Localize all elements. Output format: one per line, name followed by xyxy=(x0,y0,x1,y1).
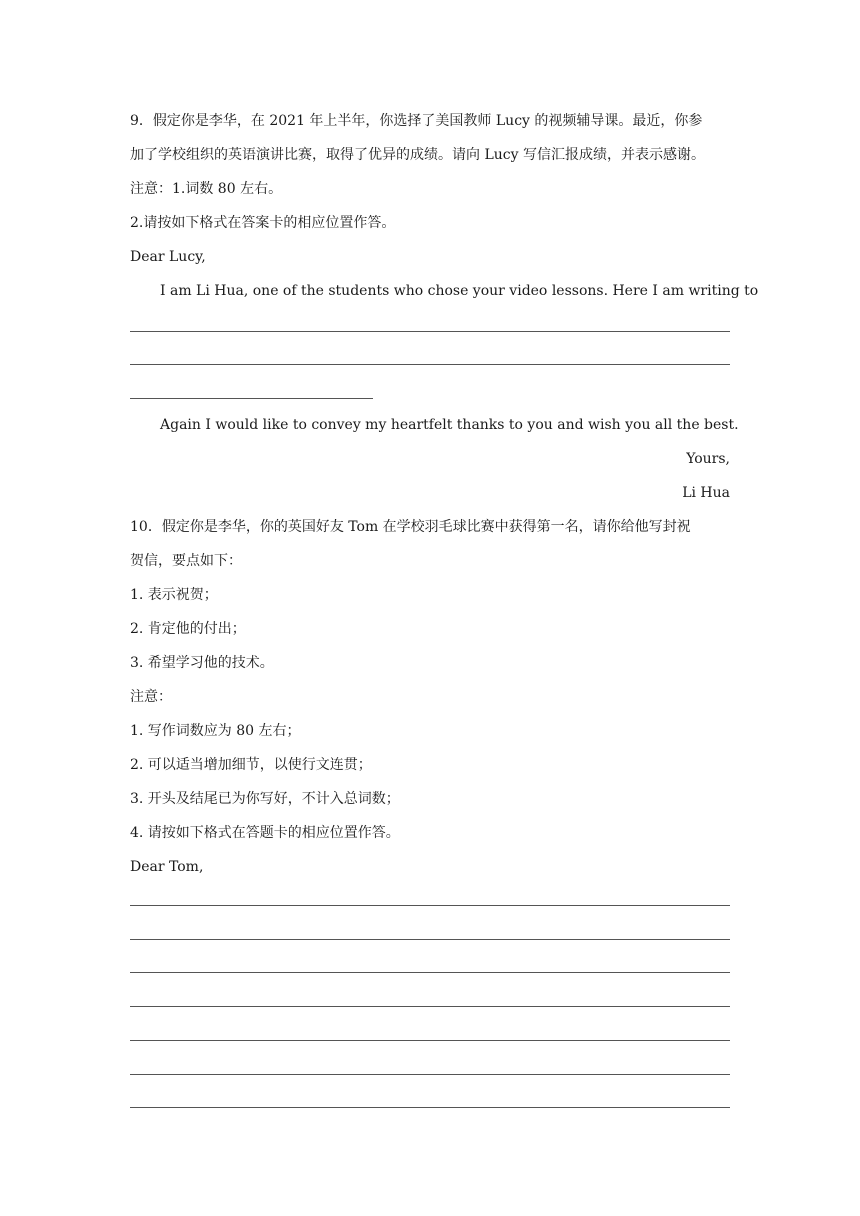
q9-prompt-line-2: 加了学校组织的英语演讲比赛，取得了优异的成绩。请向 Lucy 写信汇报成绩，并表示感谢。 xyxy=(130,147,705,163)
q10-answer-line[interactable] xyxy=(130,1107,730,1108)
q10-answer-line[interactable] xyxy=(130,1006,730,1007)
q10-answer-line[interactable] xyxy=(130,939,730,940)
q10-point-2: 2. 肯定他的付出； xyxy=(130,621,246,637)
q9-signoff: Yours, xyxy=(686,451,730,467)
q9-answer-line[interactable] xyxy=(130,331,730,332)
q10-prompt-line-1: 10．假定你是李华，你的英国好友 Tom 在学校羽毛球比赛中获得第一名，请你给他写封祝 xyxy=(130,519,691,535)
q10-greeting: Dear Tom, xyxy=(130,859,204,875)
q9-answer-line[interactable] xyxy=(130,398,373,399)
q10-prompt-line-2: 贺信，要点如下： xyxy=(130,553,242,569)
q10-answer-line[interactable] xyxy=(130,1040,730,1041)
q10-note-2: 2. 可以适当增加细节，以使行文连贯； xyxy=(130,757,372,773)
q9-prompt-line-1: 9．假定你是李华，在 2021 年上半年，你选择了美国教师 Lucy 的视频辅导课。最近，你参 xyxy=(130,113,703,129)
q10-note-3: 3. 开头及结尾已为你写好，不计入总词数； xyxy=(130,791,400,807)
q9-opening-sentence: I am Li Hua, one of the students who chose your video lessons. Here I am writing to xyxy=(160,283,759,299)
q9-note-1: 注意：1.词数 80 左右。 xyxy=(130,181,283,197)
q10-answer-line[interactable] xyxy=(130,905,730,906)
q9-note-2: 2.请按如下格式在答案卡的相应位置作答。 xyxy=(130,215,396,231)
q9-closing-sentence: Again I would like to convey my heartfelt thanks to you and wish you all the best. xyxy=(160,417,739,433)
q9-answer-line[interactable] xyxy=(130,364,730,365)
q10-point-1: 1. 表示祝贺； xyxy=(130,587,218,603)
q10-note-4: 4. 请按如下格式在答题卡的相应位置作答。 xyxy=(130,825,400,841)
q10-notes-title: 注意： xyxy=(130,689,172,705)
q10-answer-line[interactable] xyxy=(130,972,730,973)
q10-point-3: 3. 希望学习他的技术。 xyxy=(130,655,274,671)
q10-note-1: 1. 写作词数应为 80 左右； xyxy=(130,723,301,739)
q9-greeting: Dear Lucy, xyxy=(130,249,206,265)
q9-signature: Li Hua xyxy=(682,485,730,501)
q10-answer-line[interactable] xyxy=(130,1074,730,1075)
